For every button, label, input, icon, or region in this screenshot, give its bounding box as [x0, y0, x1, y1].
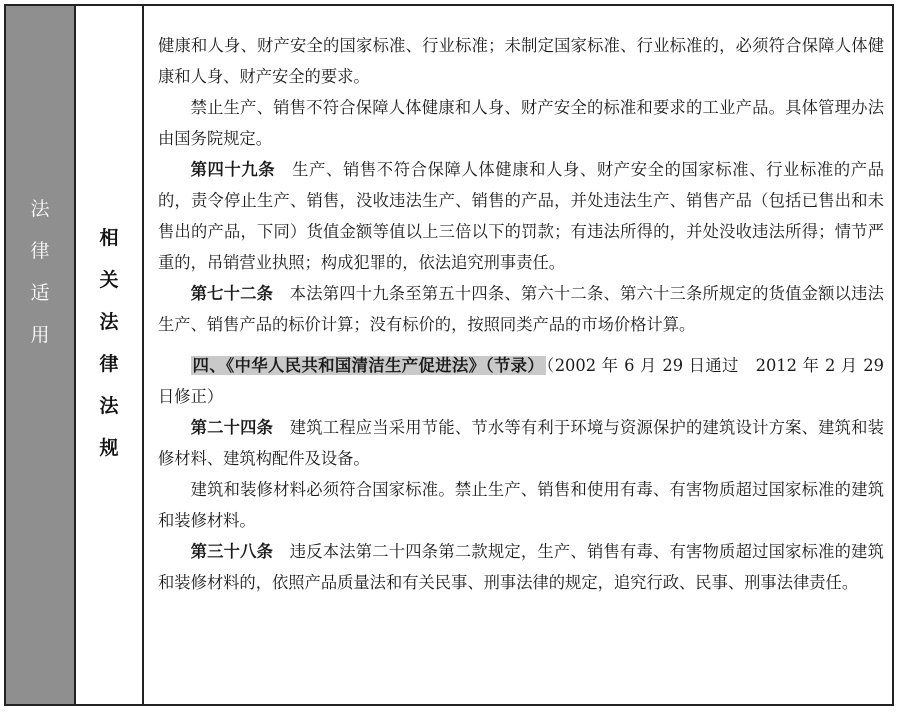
category-char: 适	[30, 282, 50, 304]
article-paragraph	[158, 154, 884, 278]
section-title: 四、《中华人民共和国清洁生产促进法》（节录）	[192, 356, 545, 375]
category-char: 律	[30, 240, 50, 262]
subcategory-column	[76, 6, 144, 704]
spacer	[158, 340, 884, 350]
subcategory-char: 法	[99, 395, 119, 417]
category-char: 用	[30, 324, 50, 346]
article-text: 本法第四十九条至第五十四条、第六十二条、第六十三条所规定的货值金额以违法生产、销售产品的标价计算；没有标价的，按照同类产品的市场价格计算。	[158, 284, 884, 334]
paragraph: 禁止生产、销售不符合保障人体健康和人身、财产安全的标准和要求的工业产品。具体管理办法由国务院规定。	[158, 98, 884, 148]
subcategory-char: 律	[99, 353, 119, 375]
article-paragraph	[158, 278, 884, 340]
paragraph: 建筑和装修材料必须符合国家标准。禁止生产、销售和使用有毒、有害物质超过国家标准的建筑和装修材料。	[158, 480, 884, 530]
article-number: 第二十四条	[190, 418, 274, 437]
subcategory-char: 法	[99, 311, 119, 333]
article-text: 违反本法第二十四条第二款规定，生产、销售有毒、有害物质超过国家标准的建筑和装修材料的，依照产品质量法和有关民事、刑事法律的规定，追究行政、民事、刑事法律责任。	[158, 542, 884, 592]
paragraph: 健康和人身、财产安全的国家标准、行业标准；未制定国家标准、行业标准的，必须符合保障人体健康和人身、财产安全的要求。	[158, 36, 884, 86]
article-number: 第四十九条	[190, 160, 276, 179]
article-paragraph	[158, 536, 884, 598]
document-table	[4, 4, 894, 706]
subcategory-char: 关	[99, 269, 119, 291]
article-text: 生产、销售不符合保障人体健康和人身、财产安全的国家标准、行业标准的产品的，责令停止生产、销售，没收违法生产、销售的产品，并处违法生产、销售产品（包括已售出和未售出的产品，下同）货值金额等值以上三倍以下的罚款；有违法所得的，并处没收违法所得；情节严重的，吊销营业执照；构成犯罪的，依法追究刑事责任。	[158, 160, 884, 272]
category-column	[6, 6, 76, 704]
content-column	[144, 6, 892, 704]
category-char: 法	[30, 198, 50, 220]
article-text: 建筑工程应当采用节能、节水等有利于环境与资源保护的建筑设计方案、建筑和装修材料、建筑构配件及设备。	[158, 418, 884, 468]
section-note: （2002 年 6 月 29 日通过 2012 年 2 月 29 日修正）	[158, 356, 884, 406]
article-number: 第三十八条	[190, 542, 274, 561]
subcategory-char: 规	[99, 437, 119, 459]
subcategory-char: 相	[99, 227, 119, 249]
section-heading	[158, 350, 884, 412]
article-number: 第七十二条	[190, 284, 274, 303]
article-paragraph	[158, 412, 884, 474]
